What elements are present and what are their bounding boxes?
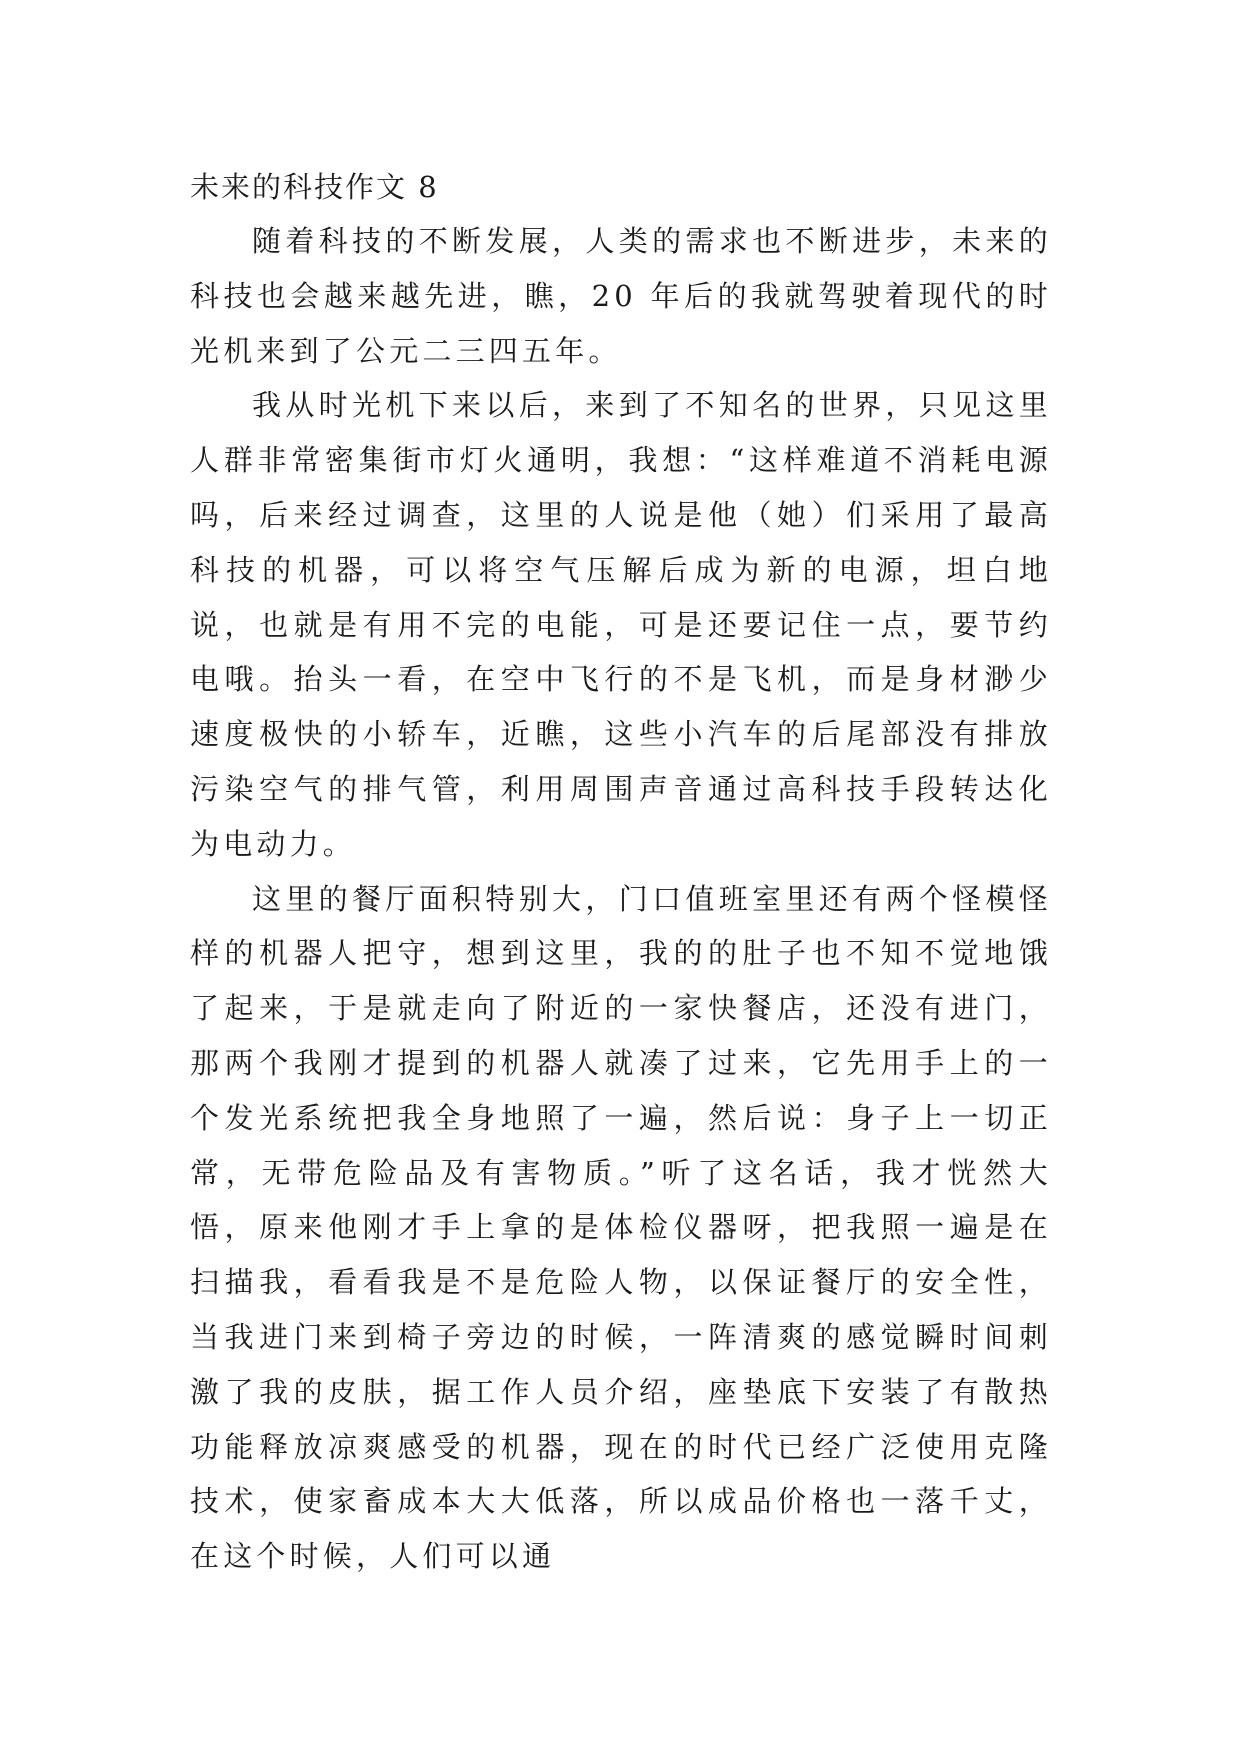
paragraph-2: 我从时光机下来以后，来到了不知名的世界，只见这里人群非常密集街市灯火通明，我想：“这样难道不消耗电源吗，后来经过调查，这里的人说是他（她）们采用了最高科技的机器，可以将空气压解后成为新的电源，坦白地说，也就是有用不完的电能，可是还要记住一点，要节约电哦。抬头一看，在空中飞行的不是飞机，而是身材渺少速度极快的小轿车，近瞧，这些小汽车的后尾部没有排放污染空气的排气管，利用周围声音通过高科技手段转达化为电动力。 bbox=[190, 388, 1052, 861]
paragraph-1: 随着科技的不断发展，人类的需求也不断进步，未来的科技也会越来越先进，瞧，20 年后的我就驾驶着现代的时光机来到了公元二三四五年。 bbox=[190, 224, 1052, 368]
paragraph-3: 这里的餐厅面积特别大，门口值班室里还有两个怪模怪样的机器人把守，想到这里，我的的肚子也不知不觉地饿了起来，于是就走向了附近的一家快餐店，还没有进门，那两个我刚才提到的机器人就凑了过来，它先用手上的一个发光系统把我全身地照了一遍，然后说：身子上一切正常，无带危险品及有害物质。”听了这名话，我才恍然大悟，原来他刚才手上拿的是体检仪器呀，把我照一遍是在扫描我，看看我是不是危险人物，以保证餐厅的安全性，当我进门来到椅子旁边的时候，一阵清爽的感觉瞬时间刺激了我的皮肤，据工作人员介绍，座垫底下安装了有散热功能释放凉爽感受的机器，现在的时代已经广泛使用克隆技术，使家畜成本大大低落，所以成品价格也一落千丈，在这个时候，人们可以通 bbox=[190, 881, 1052, 1574]
document-title: 未来的科技作文 8 bbox=[190, 170, 439, 204]
document-page bbox=[190, 160, 1052, 1584]
